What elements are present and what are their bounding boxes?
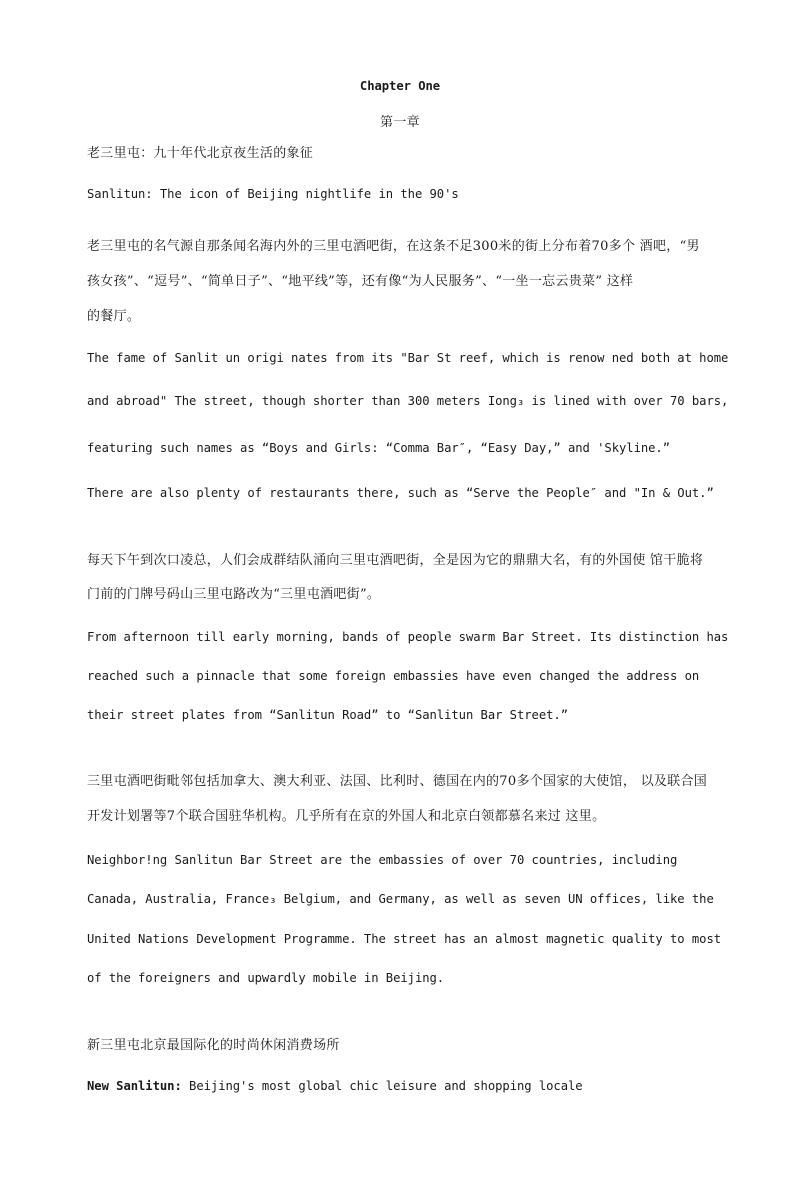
paragraph-en-line: The fame of Sanlit un origi nates from its "Bar St reef, which is renow ned both at home	[87, 351, 729, 365]
paragraph-en-line: From afternoon till early morning, bands of people swarm Bar Street. Its distinction has	[87, 630, 729, 644]
paragraph-zh-line: 开发计划署等7个联合国驻华机构。几乎所有在京的外国人和北京白领都慕名来过 这里。	[87, 809, 606, 824]
paragraph-en-line: There are also plenty of restaurants there, such as “Serve the People″ and "In & Out.”	[87, 486, 714, 500]
section-heading-en-rest: Beijing's most global chic leisure and shopping locale	[181, 1079, 583, 1093]
paragraph-en-line: United Nations Development Programme. The street has an almost magnetic quality to most	[87, 932, 722, 946]
section-heading-zh: 新三里屯北京最国际化的时尚休闲消费场所	[87, 1038, 340, 1053]
paragraph-en-line: their street plates from “Sanlitun Road” to “Sanlitun Bar Street.”	[87, 708, 568, 722]
chapter-title: Chapter One	[359, 79, 441, 93]
paragraph-zh-line: 每天下午到次口凌总，人们会成群结队涌向三里屯酒吧街，全是因为它的鼎鼎大名，有的外国使 馆干脆将	[87, 553, 704, 568]
paragraph-en-line: reached such a pinnacle that some foreign embassies have even changed the address on	[87, 669, 700, 683]
paragraph-zh-line: 三里屯酒吧街毗邻包括加拿大、澳大利亚、法国、比利时、德国在内的70多个国家的大使馆， 以及联合国	[87, 774, 708, 789]
paragraph-en-line: featuring such names as “Boys and Girls: “Comma Bar″, “Easy Day,” and 'Skyline.”	[87, 441, 671, 455]
paragraph-en-line: Canada, Australia, France₃ Belgium, and Germany, as well as seven UN offices, like the	[87, 892, 714, 906]
paragraph-zh-line: 门前的门牌号码山三里屯路改为“三里屯酒吧街”。	[87, 587, 381, 602]
paragraph-zh-line: 的餐厅。	[87, 309, 141, 324]
section-heading-zh: 老三里屯：九十年代北京夜生活的象征	[87, 146, 314, 161]
paragraph-en-line: of the foreigners and upwardly mobile in Beijing.	[87, 971, 445, 985]
section-heading-en: Sanlitun: The icon of Beijing nightlife in the 90's	[87, 187, 459, 201]
paragraph-zh-line: 孩女孩”、“逗号”、“简单日子”、“地平线”等，还有像“为人民服务”、“一坐一忘云贵菜” 这样	[87, 274, 634, 289]
paragraph-en-line: Neighbor!ng Sanlitun Bar Street are the embassies of over 70 countries, including	[87, 853, 678, 867]
section-heading-en	[87, 1078, 583, 1094]
chapter-title-zh: 第一章	[380, 115, 420, 130]
paragraph-zh-line: 老三里屯的名气源自那条闻名海内外的三里屯酒吧街，在这条不足300米的街上分布着70多个 酒吧，“男	[87, 239, 700, 254]
paragraph-en-line: and abroad" The street, though shorter than 300 meters Iong₃ is lined with over 70 bars,	[87, 394, 729, 408]
section-heading-en-bold: New Sanlitun:	[87, 1079, 182, 1093]
